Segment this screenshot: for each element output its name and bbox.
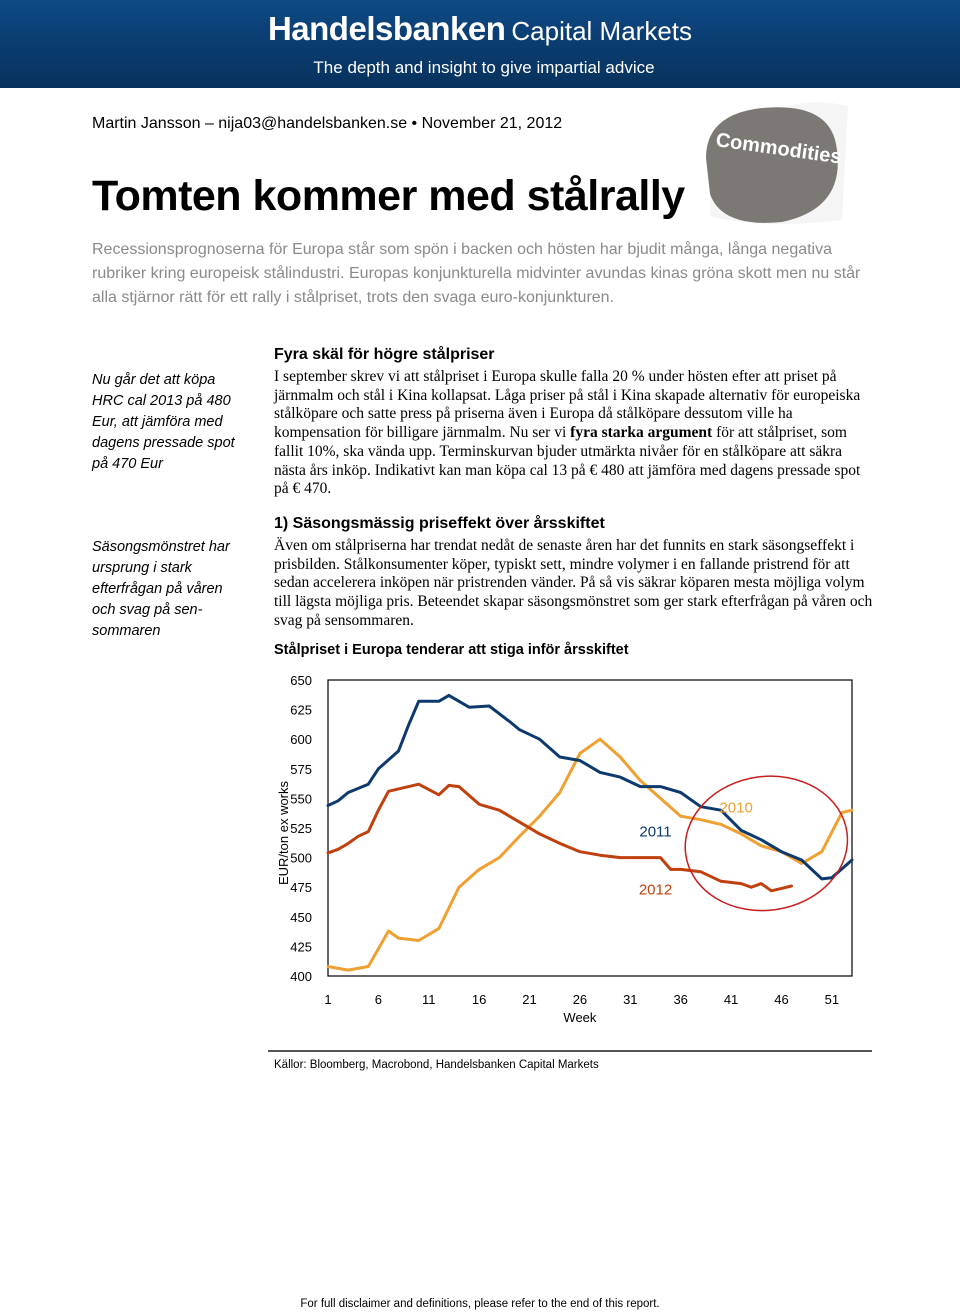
y-tick-label: 575 [290, 761, 312, 777]
section-heading-seasonal: 1) Säsongsmässig priseffekt över årsskiftet [274, 515, 605, 532]
body-text-b: för att stålpriset, som fallit 10%, ska vända upp. Terminskurvan bjuder utmärkta nivåer för en stålköpare att säkra nästa års inköp. Indikativt kan man köpa cal 13 på € 480 att jämföra med dagens pressade spot på € 470. [274, 424, 861, 498]
x-tick-label: 36 [673, 992, 688, 1007]
chart-svg [270, 668, 870, 1038]
byline: Martin Jansson – nija03@handelsbanken.se • November 21, 2012 [92, 115, 563, 132]
tagline: The depth and insight to give impartial advice [313, 58, 655, 77]
section-heading-reasons: Fyra skäl för högre stålpriser [274, 346, 495, 363]
page-title: Tomten kommer med stålrally [92, 172, 685, 220]
sidenote-2: Säsongsmönstret har ursprung i stark efterfrågan på våren och svag på sen-sommaren [92, 539, 230, 639]
y-tick-label: 450 [290, 909, 312, 925]
x-tick-label: 46 [774, 992, 789, 1007]
source-note: Källor: Bloomberg, Macrobond, Handelsbanken Capital Markets [274, 1059, 599, 1071]
commodities-badge [702, 98, 852, 228]
badge-graphic [702, 98, 852, 228]
y-tick-label: 425 [290, 939, 312, 955]
x-tick-label: 26 [572, 992, 588, 1007]
brand-name: Handelsbanken [267, 10, 506, 47]
series-label-2011: 2011 [639, 823, 672, 841]
badge-label: Commodities [714, 129, 843, 169]
chart-title: Stålpriset i Europa tenderar att stiga inför årsskiftet [274, 642, 629, 658]
section-body-seasonal: Även om stålpriserna har trendat nedåt de senaste åren har det funnits en stark säsongseffekt i prisbilden. Stålkonsumenter köper, typiskt sett, mindre volymer i en fallande pristrend för att sedan accelerera inköpen när pristrenden vänder. På så vis säkrar köparen mesta möjliga volym till lägsta möjliga pris. Beteendet skapar säsongsmönstret som ger stark efterfrågan på våren och svag på sensommaren. [274, 537, 873, 629]
disclaimer-footer: For full disclaimer and definitions, please refer to the end of this report. [300, 1298, 660, 1310]
x-tick-label: 6 [374, 992, 383, 1007]
x-tick-label: 21 [522, 992, 537, 1007]
x-tick-label: 11 [422, 992, 436, 1007]
x-axis-label: Week [563, 1010, 597, 1025]
series-label-2012: 2012 [638, 881, 673, 899]
brand-division: Capital Markets [511, 16, 693, 46]
x-tick-label: 41 [723, 992, 739, 1007]
body-text-a: I september skrev vi att stålpriset i Europa skulle falla 20 % under hösten efter att priset på järnmalm och stål i Kina kollapsat. Låga priser på stål i Kina skapade alternativ för europeiska stålköpare och satte press på priserna även i Europa då stålköpare dessutom ville ha kompensation för billigare järnmalm. Nu ser vi [274, 368, 861, 442]
y-tick-label: 525 [290, 821, 312, 836]
x-tick-label: 31 [623, 992, 638, 1007]
lead-paragraph: Recessionsprognoserna för Europa står som spön i backen och hösten har bjudit många, långa negativa rubriker kring europeisk stålindustri. Europas konjunkturella midvinter avundas kinas gröna skott men nu står alla stjärnor rätt för ett rally i stålpriset, trots den svaga euro-konjunkturen. [92, 241, 861, 306]
source-divider [268, 1050, 872, 1052]
brand-logo [0, 10, 960, 48]
x-tick-label: 51 [824, 992, 840, 1007]
section-body-reasons [274, 368, 874, 499]
y-tick-label: 400 [290, 969, 312, 984]
y-tick-label: 550 [290, 791, 312, 807]
series-label-2010: 2010 [719, 799, 753, 817]
y-tick-label: 475 [290, 880, 312, 896]
y-tick-label: 650 [290, 673, 312, 688]
sidenote-1: Nu går det att köpa HRC cal 2013 på 480 Eur, att jämföra med dagens pressade spot på 470 Eur [92, 372, 235, 472]
plot-frame [328, 680, 852, 976]
body-text-bold: fyra starka argument [570, 424, 713, 442]
steel-price-chart [270, 668, 870, 1038]
y-tick-label: 600 [290, 732, 312, 748]
y-tick-label: 500 [290, 850, 312, 866]
x-tick-label: 16 [471, 992, 487, 1007]
y-tick-label: 625 [290, 702, 312, 718]
x-tick-label: 1 [324, 992, 332, 1007]
header-banner [0, 0, 960, 88]
y-axis-label: EUR/ton ex works [276, 780, 291, 886]
